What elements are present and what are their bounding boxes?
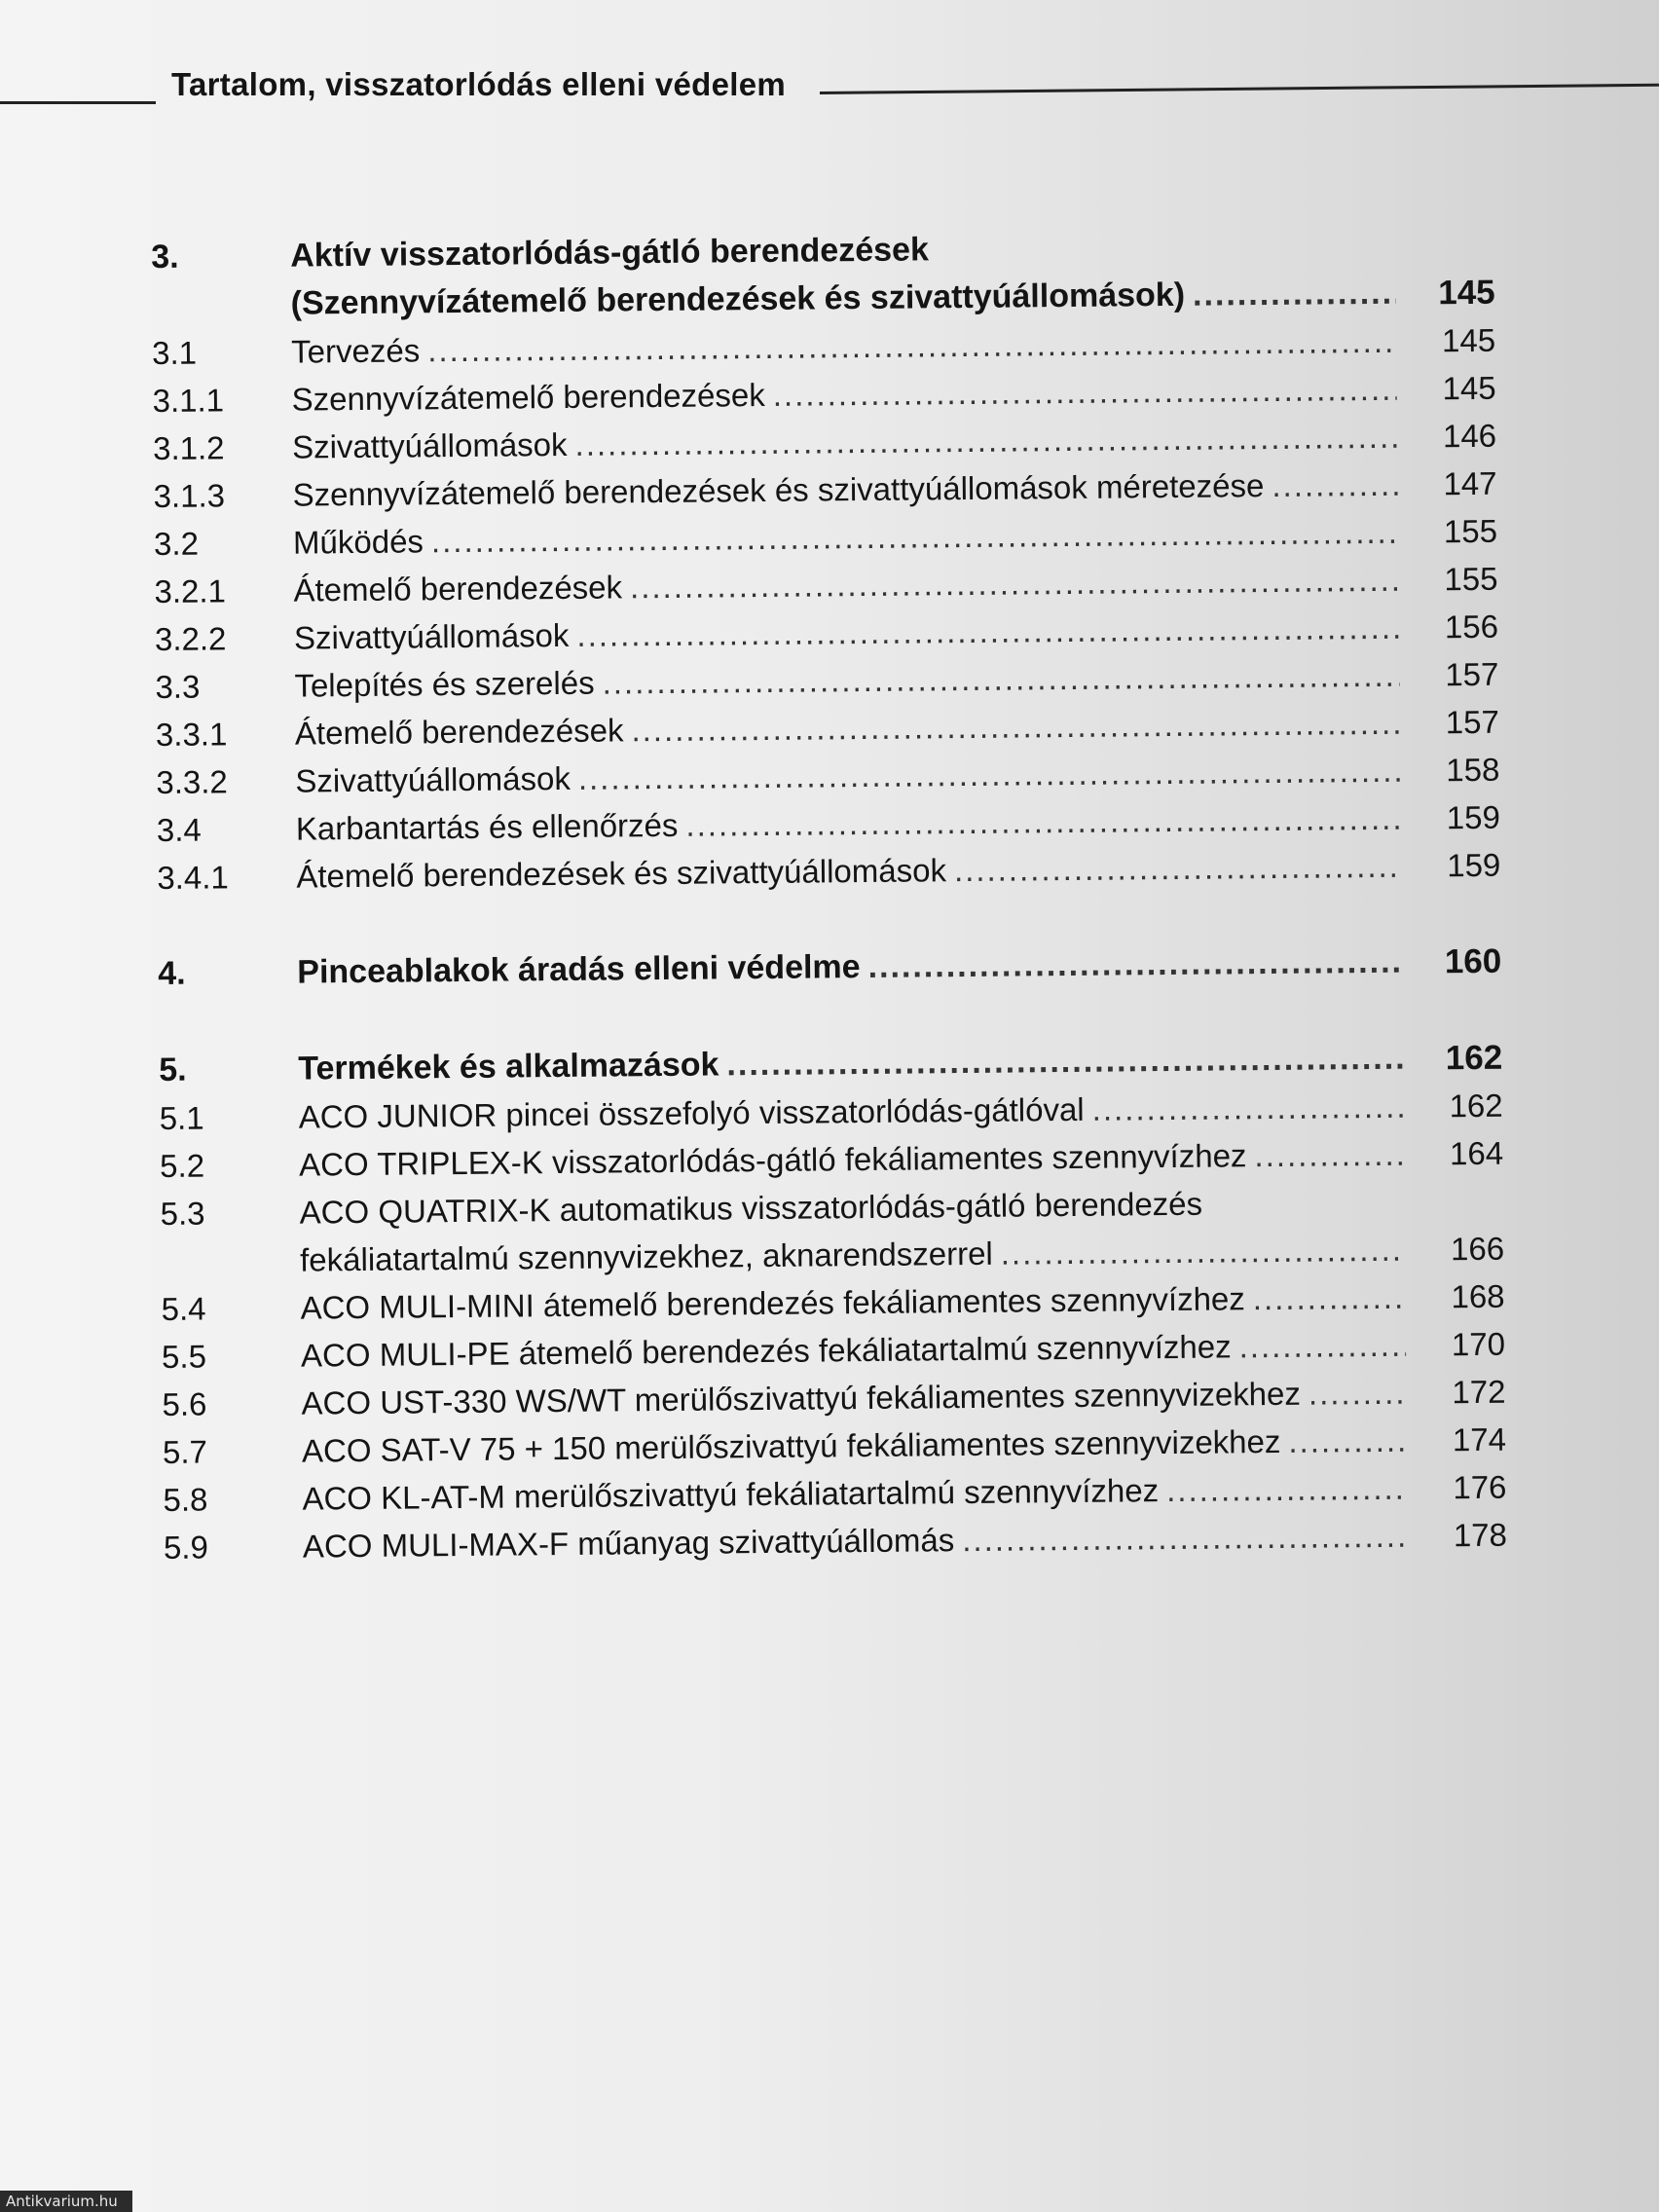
toc-entry-number: 3.1.3 bbox=[153, 477, 226, 514]
toc-entry-number: 3. bbox=[151, 238, 179, 276]
toc-entry-title-line: ACO UST-330 WS/WT merülőszivattyú fekáliamentes szennyvizekhez bbox=[301, 1375, 1302, 1421]
dot-leader bbox=[1001, 1226, 1406, 1277]
toc-entry-number: 3.3.1 bbox=[155, 716, 228, 753]
toc-entry-title-line: Szivattyúállomások bbox=[291, 425, 568, 465]
toc-entry bbox=[160, 1176, 1572, 1285]
toc-entry-title-line: Átemelő berendezések bbox=[293, 569, 623, 608]
toc-entry-number: 5.1 bbox=[159, 1099, 204, 1136]
toc-entry-number: 5.8 bbox=[163, 1481, 208, 1518]
dot-leader bbox=[867, 939, 1402, 991]
toc-entry-title bbox=[297, 939, 1402, 997]
toc-entry-title-line: Szivattyúállomások bbox=[295, 759, 571, 799]
toc-entry-title bbox=[290, 222, 1396, 328]
dot-leader bbox=[602, 651, 1399, 707]
toc-entry-page: 168 bbox=[1451, 1277, 1505, 1315]
toc-entry-number: 5. bbox=[159, 1051, 187, 1088]
toc-entry-title-line: Pinceablakok áradás elleni védelme bbox=[297, 948, 861, 991]
toc-entry-page: 159 bbox=[1447, 846, 1501, 884]
toc-entry-page: 164 bbox=[1449, 1134, 1504, 1172]
toc-entry-title bbox=[296, 842, 1401, 901]
toc-entry-number: 3.1 bbox=[151, 334, 198, 371]
dot-leader bbox=[1309, 1369, 1407, 1418]
toc-entry-page: 145 bbox=[1438, 273, 1495, 313]
toc-entry-title-line: Termékek és alkalmazások bbox=[298, 1046, 719, 1088]
dot-leader bbox=[578, 747, 1401, 802]
dot-leader bbox=[630, 556, 1399, 611]
dot-leader bbox=[1238, 1321, 1406, 1371]
toc-entry-page: 146 bbox=[1442, 417, 1497, 455]
toc-entry-title-line: ACO MULI-PE átemelő berendezés fekáliatartalmú szennyvízhez bbox=[300, 1328, 1232, 1374]
toc-entry-title-line: Átemelő berendezések és szivattyúállomások bbox=[296, 852, 947, 895]
dot-leader bbox=[1166, 1464, 1408, 1514]
dot-leader bbox=[574, 413, 1397, 468]
dot-leader bbox=[631, 699, 1400, 755]
toc-entry-page: 162 bbox=[1445, 1038, 1503, 1078]
table-of-contents bbox=[151, 220, 1575, 1571]
toc-entry-page: 157 bbox=[1445, 655, 1499, 693]
toc-entry-page: 158 bbox=[1446, 751, 1500, 789]
dot-leader bbox=[773, 365, 1397, 419]
dot-leader bbox=[726, 1035, 1403, 1089]
toc-entry-page: 156 bbox=[1444, 608, 1499, 645]
toc-entry-title-line: ACO MULI-MAX-F műanyag szivattyúállomás bbox=[302, 1522, 955, 1565]
toc-entry-title-line: Szennyvízátemelő berendezések bbox=[291, 376, 765, 418]
toc-entry-title-line: ACO TRIPLEX-K visszatorlódás-gátló fekáliamentes szennyvízhez bbox=[299, 1137, 1247, 1183]
dot-leader bbox=[1091, 1083, 1403, 1133]
toc-entry-page: 174 bbox=[1452, 1420, 1507, 1458]
toc-entry-title-line: ACO QUATRIX-K automatikus visszatorlódás-gátló berendezés bbox=[299, 1185, 1203, 1231]
toc-entry-page: 172 bbox=[1452, 1373, 1506, 1411]
toc-entry-page: 145 bbox=[1441, 321, 1496, 359]
toc-entry-number: 3.1.1 bbox=[152, 382, 225, 419]
toc-entry-number: 3.4 bbox=[156, 811, 202, 848]
header-rule-right bbox=[820, 84, 1659, 94]
toc-entry-page: 166 bbox=[1450, 1230, 1505, 1268]
toc-entry-page: 155 bbox=[1443, 512, 1498, 550]
toc-entry-page: 157 bbox=[1445, 703, 1500, 741]
toc-entry-number: 3.2.1 bbox=[154, 572, 227, 609]
dot-leader bbox=[1193, 270, 1396, 319]
toc-entry-number: 3.2.2 bbox=[154, 620, 227, 657]
running-title: Tartalom, visszatorlódás elleni védelem bbox=[171, 66, 786, 102]
toc-entry bbox=[151, 220, 1564, 329]
toc-entry-title-line: Működés bbox=[292, 523, 424, 561]
toc-entry-number: 3.1.2 bbox=[152, 429, 225, 466]
toc-entry-page: 176 bbox=[1453, 1468, 1507, 1506]
toc-entry-number: 3.4.1 bbox=[157, 859, 229, 896]
toc-entry-title-line: Szivattyúállomások bbox=[293, 616, 570, 656]
toc-entry-page: 145 bbox=[1442, 369, 1496, 407]
dot-leader bbox=[1272, 461, 1398, 509]
toc-entry-title-line: Telepítés és szerelés bbox=[294, 664, 595, 704]
toc-entry-title bbox=[303, 1512, 1408, 1570]
toc-entry-number: 5.7 bbox=[162, 1433, 208, 1470]
toc-entry-title-line: ACO KL-AT-M merülőszivattyú fekáliatartalmú szennyvízhez bbox=[302, 1472, 1160, 1517]
toc-entry-page: 162 bbox=[1449, 1087, 1503, 1124]
toc-entry-page: 155 bbox=[1444, 560, 1498, 598]
dot-leader bbox=[1254, 1130, 1404, 1179]
dot-leader bbox=[962, 1512, 1408, 1564]
toc-entry-number: 4. bbox=[158, 954, 186, 992]
watermark: Antikvarium.hu bbox=[0, 2191, 132, 2212]
header-rule-left bbox=[0, 101, 156, 104]
dot-leader bbox=[685, 794, 1401, 849]
toc-entry-page: 178 bbox=[1453, 1516, 1508, 1554]
toc-entry-title-line: Átemelő berendezések bbox=[294, 712, 624, 752]
toc-entry-number: 3.2 bbox=[153, 525, 200, 562]
dot-leader bbox=[954, 842, 1402, 894]
toc-entry-number: 5.5 bbox=[161, 1338, 207, 1375]
toc-entry-title-line: Aktív visszatorlódás-gátló berendezések bbox=[290, 231, 930, 275]
toc-entry-title-line: Karbantartás és ellenőrzés bbox=[295, 806, 679, 847]
toc-entry-number: 5.9 bbox=[163, 1529, 209, 1566]
toc-entry-title-line: ACO JUNIOR pincei összefolyó visszatorlódás-gátlóval bbox=[298, 1090, 1085, 1135]
toc-entry-number: 5.3 bbox=[160, 1195, 205, 1232]
dot-leader bbox=[1253, 1273, 1406, 1323]
toc-entry-page: 159 bbox=[1446, 798, 1500, 836]
toc-entry-number: 3.3 bbox=[155, 668, 201, 705]
toc-entry-number: 5.2 bbox=[160, 1147, 205, 1184]
toc-entry-title-line: (Szennyvízátemelő berendezések és szivattyúállomások) bbox=[290, 276, 1186, 322]
toc-entry-page: 170 bbox=[1451, 1325, 1506, 1363]
toc-entry-title-line: ACO SAT-V 75 + 150 merülőszivattyú fekáliamentes szennyvizekhez bbox=[301, 1422, 1281, 1469]
dot-leader bbox=[1288, 1417, 1407, 1465]
toc-entry-number: 3.3.2 bbox=[156, 763, 228, 800]
toc-entry-title bbox=[299, 1178, 1405, 1284]
toc-entry-page: 147 bbox=[1443, 464, 1497, 502]
toc-entry bbox=[158, 937, 1569, 998]
toc-entry-number: 5.6 bbox=[162, 1385, 207, 1422]
toc-entry-title-line: ACO MULI-MINI átemelő berendezés fekáliamentes szennyvízhez bbox=[300, 1280, 1245, 1326]
toc-entry-title-line: fekáliatartalmú szennyvizekhez, aknarendszerrel bbox=[299, 1235, 993, 1278]
toc-entry-title-line: Szennyvízátemelő berendezések és szivattyúállomások méretezése bbox=[292, 467, 1265, 513]
toc-entry-page: 160 bbox=[1444, 941, 1502, 981]
toc-entry-title-line: Tervezés bbox=[290, 332, 421, 370]
dot-leader bbox=[576, 604, 1399, 659]
page-header bbox=[0, 60, 1659, 119]
toc-entry-number: 5.4 bbox=[161, 1290, 206, 1327]
